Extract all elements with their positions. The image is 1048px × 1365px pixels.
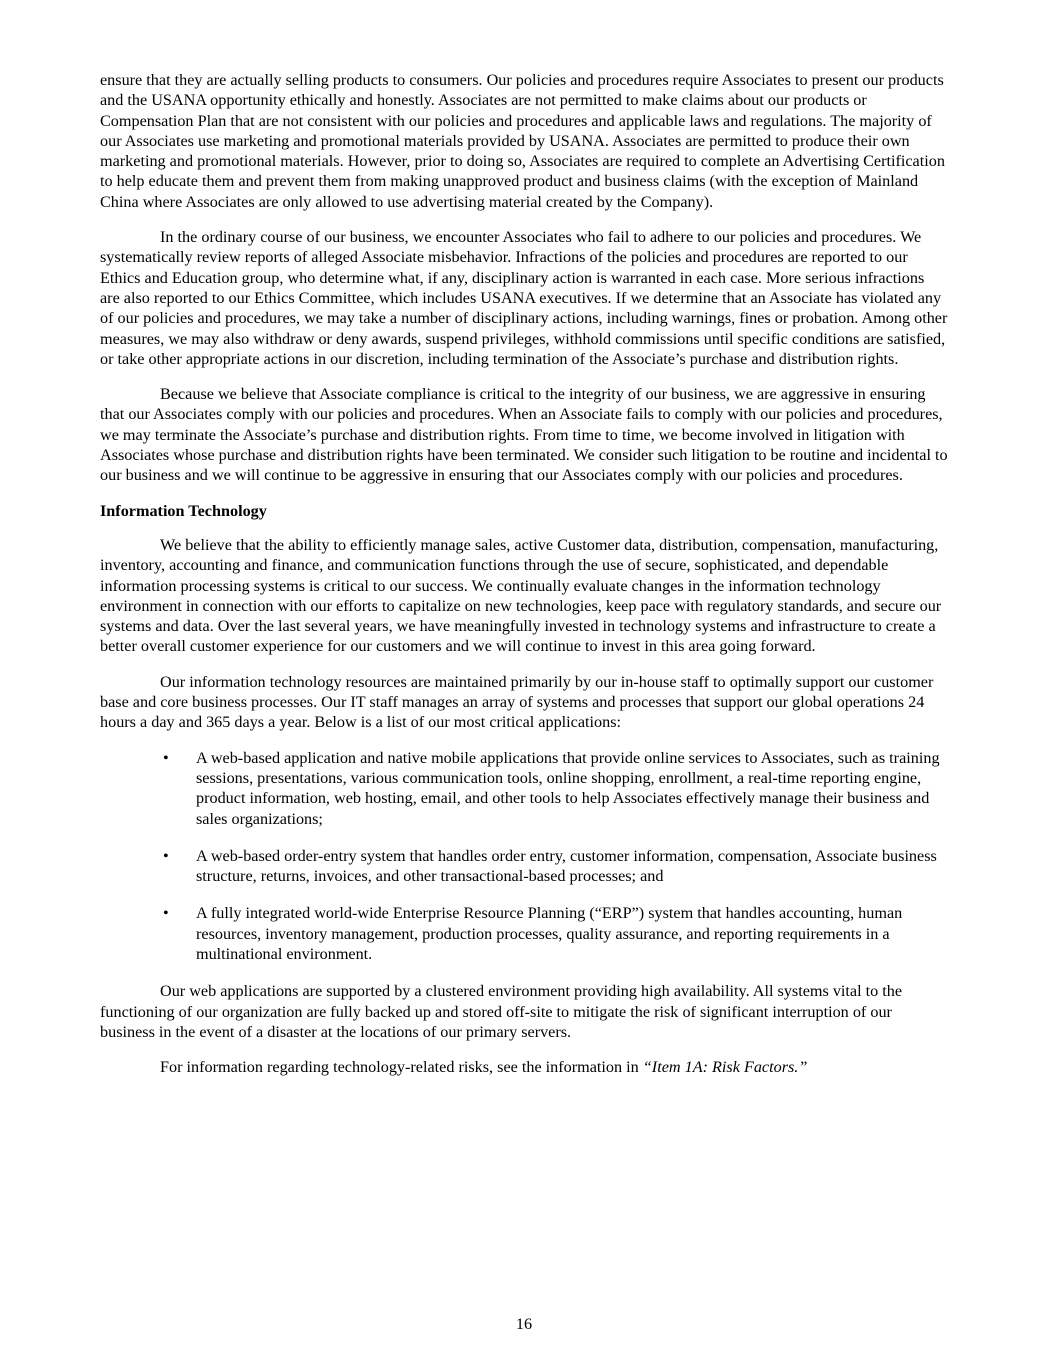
bullet-list [100, 748, 948, 965]
paragraph-web-applications: Our web applications are supported by a clustered environment providing high availability. All systems vital to the functioning of our organization are fully backed up and stored off-site to mitigate the risk of significant interruption of our business in the event of a disaster at the locations of our primary servers. [100, 982, 903, 1041]
bullet-item-text: A web-based order-entry system that handles order entry, customer information, compensation, Associate business structure, returns, invoices, and other transactional-based processes; and [196, 846, 937, 886]
paragraph-it-overview: We believe that the ability to efficiently manage sales, active Customer data, distribution, compensation, manufacturing, inventory, accounting and finance, and communication functions through the use of secure, sophisticated, and dependable information processing systems is critical to our success. We continually evaluate changes in the information technology environment in connection with our efforts to capitalize on new technologies, keep pace with regulatory standards, and secure our systems and data. Over the last several years, we have meaningfully invested in technology systems and infrastructure to create a better overall customer experience for our customers and we will continue to invest in this area going forward. [100, 535, 942, 656]
paragraph-associate-compliance: Because we believe that Associate compliance is critical to the integrity of our business, we are aggressive in ensuring that our Associates comply with our policies and procedures. When an Associate fails to comply with our policies and procedures, we may terminate the Associate’s purchase and distribution rights. From time to time, we become involved in litigation with Associates whose purchase and distribution rights have been terminated. We consider such litigation to be routine and incidental to our business and we will continue to be aggressive in ensuring that our Associates comply with our policies and procedures. [100, 385, 948, 485]
paragraph-ethics-enforcement: In the ordinary course of our business, we encounter Associates who fail to adhere to our policies and procedures. We systematically review reports of alleged Associate misbehavior. Infractions of the policies and procedures are reported to our Ethics and Education group, who determine what, if any, disciplinary action is warranted in each case. More serious infractions are also reported to our Ethics Committee, which includes USANA executives. If we determine that an Associate has violated any of our policies and procedures, we may take a number of disciplinary actions, including warnings, fines or probation. Among other measures, we may also withdraw or deny awards, suspend privileges, withhold commissions until specific conditions are satisfied, or take other appropriate actions in our discretion, including termination of the Associate’s purchase and distribution rights. [100, 228, 948, 368]
paragraph-it-resources: Our information technology resources are maintained primarily by our in-house staff to optimally support our customer base and core business processes. Our IT staff manages an array of systems and processes that support our global operations 24 hours a day and 365 days a year. Below is a list of our most critical applications: [100, 672, 934, 732]
bullet-item [100, 748, 948, 829]
bullet-icon: • [163, 846, 169, 865]
risk-reference-citation: “Item 1A: Risk Factors.” [642, 1058, 808, 1077]
bullet-item [100, 903, 948, 964]
bullet-item-text: A web-based application and native mobile applications that provide online services to Associates, such as training sessions, presentations, various communication tools, online shopping, enrollment, a real-time reporting engine, product information, web hosting, email, and other tools to help Associates effectively manage their business and sales organizations; [196, 748, 940, 828]
bullet-icon: • [163, 904, 169, 923]
bullet-item-text: A fully integrated world-wide Enterprise Resource Planning (“ERP”) system that handles accounting, human resources, inventory management, production processes, quality assurance, and reporting requirements in a multinational environment. [196, 904, 903, 963]
risk-reference-text: For information regarding technology-related risks, see the information in [160, 1058, 643, 1077]
page-number: 16 [515, 1315, 533, 1333]
paragraph-risk-reference [100, 1057, 948, 1077]
bullet-icon: • [163, 748, 169, 767]
section-heading: Information Technology [100, 501, 267, 520]
bullet-item [100, 846, 948, 887]
paragraph-associate-policies: ensure that they are actually selling products to consumers. Our policies and procedures require Associates to present our products and the USANA opportunity ethically and honestly. Associates are not permitted to make claims about our products or Compensation Plan that are not consistent with our policies and procedures and applicable laws and regulations. The majority of our Associates use marketing and promotional materials provided by USANA. Associates are permitted to produce their own marketing and promotional materials. However, prior to doing so, Associates are required to complete an Advertising Certification to help educate them and prevent them from making unapproved product and business claims (with the exception of Mainland China where Associates are only allowed to use advertising material created by the Company). [100, 71, 945, 211]
